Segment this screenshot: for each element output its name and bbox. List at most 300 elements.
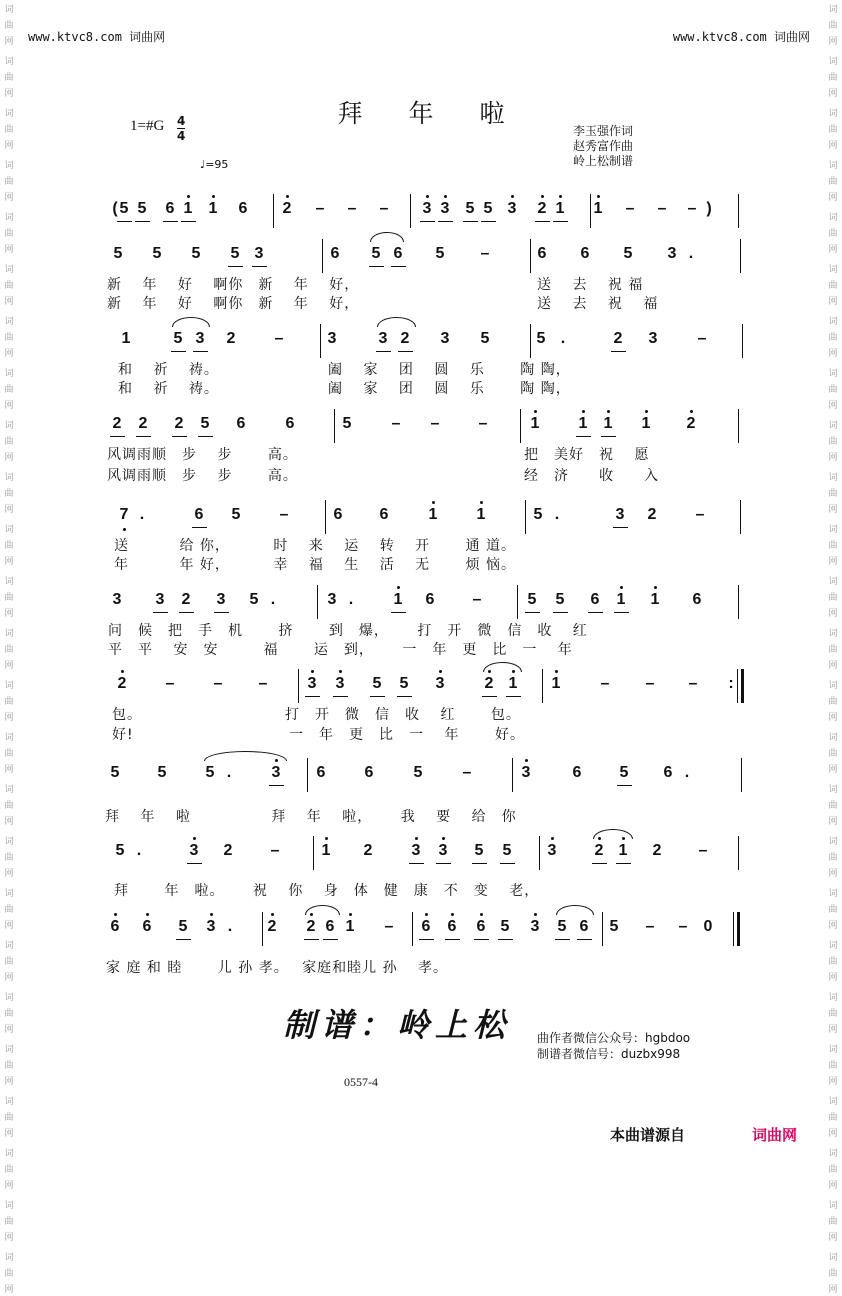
note: 6 [692,591,702,608]
watermark-char: 词 [828,161,838,171]
eighth-underline [369,266,384,267]
note: 5 [399,675,409,692]
note: 6 [238,200,248,217]
note: – [698,842,708,859]
watermark-char: 曲 [4,1113,14,1123]
eighth-underline [445,939,460,940]
barline [325,500,326,534]
watermark-char: 网 [828,973,838,983]
watermark-char: 词 [4,733,14,743]
watermark-char: 曲 [4,697,14,707]
watermark-char: 曲 [4,333,14,343]
note: – [213,675,223,692]
barline [737,669,738,703]
note: 5 [173,330,183,347]
note: : [728,675,734,692]
note: – [600,675,610,692]
note: 3 [254,245,264,262]
contact-info [537,1030,690,1062]
note: 5 [619,764,629,781]
watermark-char: 网 [828,1129,838,1139]
eighth-underline [525,612,540,613]
octave-dot-high [187,195,190,198]
eighth-underline [135,221,150,222]
watermark-char: 词 [4,889,14,899]
watermark-char: 词 [828,369,838,379]
lyric-line: 送 去 祝 福 [537,277,644,293]
watermark-char: 词 [4,161,14,171]
eighth-underline [420,221,435,222]
watermark-char: 曲 [828,1061,838,1071]
watermark-char: 曲 [4,385,14,395]
note: 5 [533,506,543,523]
watermark-char: 网 [4,297,14,307]
note: 5 [500,918,510,935]
watermark-char: 网 [4,1285,14,1295]
note: 5 [249,591,259,608]
note: 0 [703,918,713,935]
note: 7 [119,506,129,523]
octave-dot-high [311,670,314,673]
eighth-underline [601,436,616,437]
eighth-underline [397,696,412,697]
time-numerator: 4 [177,114,186,128]
note: 5 [555,591,565,608]
octave-dot-high [534,913,537,916]
watermark-char: 曲 [828,177,838,187]
eighth-underline [269,785,284,786]
note: 3 [422,200,432,217]
eighth-underline [577,939,592,940]
lyric-line: 阖 家 团 圆 乐 陶 陶， [328,381,571,397]
note: 3 [507,200,517,217]
note: 5 [230,245,240,262]
barline [520,409,521,443]
octave-dot-high [654,586,657,589]
watermark-char: 网 [828,765,838,775]
watermark-char: 曲 [4,541,14,551]
watermark-char: 曲 [4,125,14,135]
eighth-underline [179,612,194,613]
watermark-char: 网 [828,245,838,255]
note: 6 [425,591,435,608]
note: 3 [378,330,388,347]
note: 2 [613,330,623,347]
watermark-char: 网 [828,1285,838,1295]
note: – [678,918,688,935]
octave-dot-high [620,586,623,589]
note: – [279,506,289,523]
octave-dot-high [541,195,544,198]
watermark-char: 词 [828,473,838,483]
watermark-char: 词 [828,213,838,223]
note: 1 [121,330,131,347]
watermark-char: 曲 [828,1113,838,1123]
note: 1 [321,842,331,859]
note: 6 [316,764,326,781]
watermark-char: 曲 [828,749,838,759]
note: 6 [579,918,589,935]
note: 5 [609,918,619,935]
note: 6 [421,918,431,935]
watermark-char: 网 [4,193,14,203]
note: 5 [435,245,445,262]
note: 5 [115,842,125,859]
note: . [139,506,145,523]
watermark-char: 曲 [4,73,14,83]
note: 2 [647,506,657,523]
barline [530,239,531,273]
note: 5 [372,675,382,692]
note: 2 [226,330,236,347]
note: 3 [438,842,448,859]
eighth-underline [614,612,629,613]
note: 3 [327,591,337,608]
lyric-line: 经 济 收 入 [524,468,659,484]
watermark-char: 词 [828,265,838,275]
watermark-char: 网 [4,453,14,463]
eighth-underline [438,221,453,222]
final-barline [737,912,740,946]
note: 3 [206,918,216,935]
note: 2 [112,415,122,432]
watermark-char: 词 [828,837,838,847]
note: . [270,591,276,608]
note: 6 [330,245,340,262]
octave-dot-high [193,837,196,840]
eighth-underline [136,436,151,437]
note: – [274,330,284,347]
watermark-char: 词 [4,421,14,431]
watermark-char: 网 [4,141,14,151]
barline [412,912,413,946]
lyric-line: 风调雨顺 步 步 高。 [107,468,298,484]
eighth-underline [482,696,497,697]
note: 6 [537,245,547,262]
eighth-underline [214,612,229,613]
lyric-line: 和 祈 祷。 [118,362,219,378]
note: 5 [137,200,147,217]
eighth-underline [323,939,338,940]
note: 1 [650,591,660,608]
watermark-char: 曲 [828,801,838,811]
watermark-char: 网 [828,713,838,723]
key-signature: 1=#G [130,118,165,134]
barline [517,585,518,619]
note: 6 [663,764,673,781]
watermark-char: 曲 [828,1165,838,1175]
note: – [688,675,698,692]
note: 5 [465,200,475,217]
lyric-line: 风调雨顺 步 步 高。 [107,447,298,463]
note: 3 [335,675,345,692]
note: 2 [594,842,604,859]
octave-dot-high [426,195,429,198]
eighth-underline [333,696,348,697]
eighth-underline [198,436,213,437]
watermark-char: 词 [828,1045,838,1055]
watermark-char: 词 [828,577,838,587]
note: . [227,918,233,935]
transcriber-credit: 岭上松制谱 [573,154,634,168]
eighth-underline [171,351,186,352]
note: 3 [648,330,658,347]
watermark-char: 词 [828,109,838,119]
barline [738,585,739,619]
final-barline [741,669,744,703]
note: – [315,200,325,217]
note: – [697,330,707,347]
note: 6 [236,415,246,432]
watermark-char: 曲 [828,385,838,395]
lyric-line: 好! 一 年 更 比 一 年 好。 [112,727,525,743]
lyric-line: 拜 年 啦。 祝 你 身 体 健 康 不 变 老， [114,883,540,899]
eighth-underline [176,939,191,940]
slur [305,905,340,915]
note: 3 [189,842,199,859]
eighth-underline [553,221,568,222]
note: . [684,764,690,781]
watermark-char: 曲 [4,177,14,187]
octave-dot-high [597,195,600,198]
octave-dot-high [525,759,528,762]
watermark-char: 曲 [4,853,14,863]
watermark-char: 词 [4,213,14,223]
lyricist-credit: 李玉强作词 [573,124,634,138]
source-label: 本曲谱源自 [610,1126,686,1144]
watermark-char: 曲 [4,229,14,239]
watermark-char: 网 [828,505,838,515]
barline [273,194,274,228]
note: 3 [411,842,421,859]
eighth-underline [588,612,603,613]
watermark-char: 词 [4,525,14,535]
note: 2 [138,415,148,432]
watermark-char: 曲 [828,489,838,499]
note: 3 [271,764,281,781]
octave-dot-high [286,195,289,198]
watermark-char: 曲 [4,593,14,603]
watermark-char: 网 [4,349,14,359]
note: 2 [686,415,696,432]
note: 5 [119,200,129,217]
note: 3 [615,506,625,523]
note: 5 [557,918,567,935]
note: 5 [483,200,493,217]
note: 5 [527,591,537,608]
watermark-char: 曲 [828,21,838,31]
octave-dot-high [349,913,352,916]
watermark-char: 词 [4,1149,14,1159]
watermark-char: 词 [4,369,14,379]
watermark-char: 网 [4,765,14,775]
watermark-char: 曲 [828,645,838,655]
note: 5 [113,245,123,262]
barline [539,836,540,870]
note: 2 [117,675,127,692]
barline [322,239,323,273]
watermark-char: 网 [4,661,14,671]
watermark-char: 词 [4,5,14,15]
note: 2 [363,842,373,859]
note: 2 [282,200,292,217]
note: 1 [555,200,565,217]
note: 5 [502,842,512,859]
note: 3 [112,591,122,608]
note: 5 [413,764,423,781]
source-brand-link[interactable]: 词曲网 [752,1126,798,1144]
note: 1 [183,200,193,217]
song-title: 拜年啦 [337,99,551,128]
note: 1 [603,415,613,432]
time-denominator: 4 [177,129,186,143]
watermark-char: 曲 [828,333,838,343]
watermark-char: 曲 [828,1009,838,1019]
slur [593,829,633,839]
barline [738,194,739,228]
composer-wechat: 曲作者微信公众号：hgbdoo [537,1031,691,1045]
octave-dot-high [690,410,693,413]
eighth-underline [172,436,187,437]
eighth-underline [391,612,406,613]
eighth-underline [472,863,487,864]
note: 3 [216,591,226,608]
barline [530,324,531,358]
watermark-char: 网 [828,1181,838,1191]
note: 6 [572,764,582,781]
watermark-char: 词 [828,629,838,639]
note: 2 [484,675,494,692]
watermark-char: 网 [828,453,838,463]
slur [483,662,522,672]
lyric-line: 和 祈 祷。 [118,381,219,397]
watermark-char: 网 [4,505,14,515]
note: 5 [371,245,381,262]
octave-dot-high [339,670,342,673]
watermark-char: 曲 [828,905,838,915]
lyric-line: 拜 年 啦 拜 年 啦， 我 要 给 你 [105,809,517,825]
note: 5 [191,245,201,262]
eighth-underline [110,436,125,437]
watermark-char: 曲 [828,73,838,83]
watermark-char: 网 [4,713,14,723]
octave-dot-high [439,670,442,673]
barline [733,912,734,946]
note: 1 [393,591,403,608]
note: – [480,245,490,262]
eighth-underline [192,527,207,528]
note: 1 [208,200,218,217]
tempo-marking: ♩=95 [200,158,229,171]
watermark-char: 曲 [4,1165,14,1175]
note: 2 [267,918,277,935]
note: – [695,506,705,523]
watermark-char: 网 [4,1181,14,1191]
watermark-char: 网 [828,869,838,879]
note: – [645,675,655,692]
note: 1 [616,591,626,608]
lyric-line: 包。 打 开 微 信 收 红 包。 [112,707,521,723]
octave-dot-high [212,195,215,198]
lyric-line: 新 年 好 啊你 新 年 好， [107,277,360,293]
watermark-char: 网 [828,193,838,203]
watermark-char: 词 [828,1097,838,1107]
note: – [478,415,488,432]
slur [172,317,210,327]
note: 2 [537,200,547,217]
eighth-underline [535,221,550,222]
note: 2 [174,415,184,432]
eighth-underline [153,612,168,613]
watermark-char: 网 [828,89,838,99]
eighth-underline [304,939,319,940]
note: 5 [342,415,352,432]
note: – [347,200,357,217]
watermark-char: 词 [4,993,14,1003]
watermark-char: 网 [828,141,838,151]
eighth-underline [193,351,208,352]
note: 6 [393,245,403,262]
note: 3 [195,330,205,347]
header-right-url: www.ktvc8.com 词曲网 [672,30,810,44]
octave-dot-high [114,913,117,916]
note: 5 [480,330,490,347]
watermark-char: 曲 [4,1061,14,1071]
note: 3 [667,245,677,262]
watermark-char: 词 [4,837,14,847]
barline [525,500,526,534]
watermark-char: 词 [828,993,838,1003]
watermark-char: 网 [828,557,838,567]
note: . [560,330,566,347]
watermark-char: 网 [4,1129,14,1139]
note: 6 [447,918,457,935]
slur [556,905,594,915]
barline [741,758,742,792]
note: – [472,591,482,608]
eighth-underline [613,527,628,528]
watermark-char: 词 [828,317,838,327]
watermark-char: 词 [4,1253,14,1263]
barline [740,239,741,273]
note: . [226,764,232,781]
watermark-char: 曲 [4,437,14,447]
lyric-line: 平 平 安 安 福 运 到， 一 年 更 比 一 年 [108,642,573,658]
watermark-char: 曲 [828,437,838,447]
barline [738,409,739,443]
note: 5 [536,330,546,347]
note: 1 [428,506,438,523]
watermark-char: 网 [828,349,838,359]
header-left-url: www.ktvc8.com 词曲网 [28,30,166,44]
watermark-char: 曲 [4,801,14,811]
watermark-char: 词 [4,317,14,327]
octave-dot-high [432,501,435,504]
note: 1 [345,918,355,935]
watermark-char: 网 [828,1233,838,1243]
watermark-char: 网 [828,661,838,671]
lyric-line: 送 给 你， 时 来 运 转 开 通 道。 [114,538,517,554]
note: 5 [157,764,167,781]
watermark-char: 曲 [828,1269,838,1279]
watermark-char: 网 [828,817,838,827]
eighth-underline [409,863,424,864]
barline [542,669,543,703]
lyric-line: 问 候 把 手 机 挤 到 爆， 打 开 微 信 收 红 [108,623,588,639]
note: 2 [223,842,233,859]
octave-dot-high [582,410,585,413]
note: 3 [435,675,445,692]
